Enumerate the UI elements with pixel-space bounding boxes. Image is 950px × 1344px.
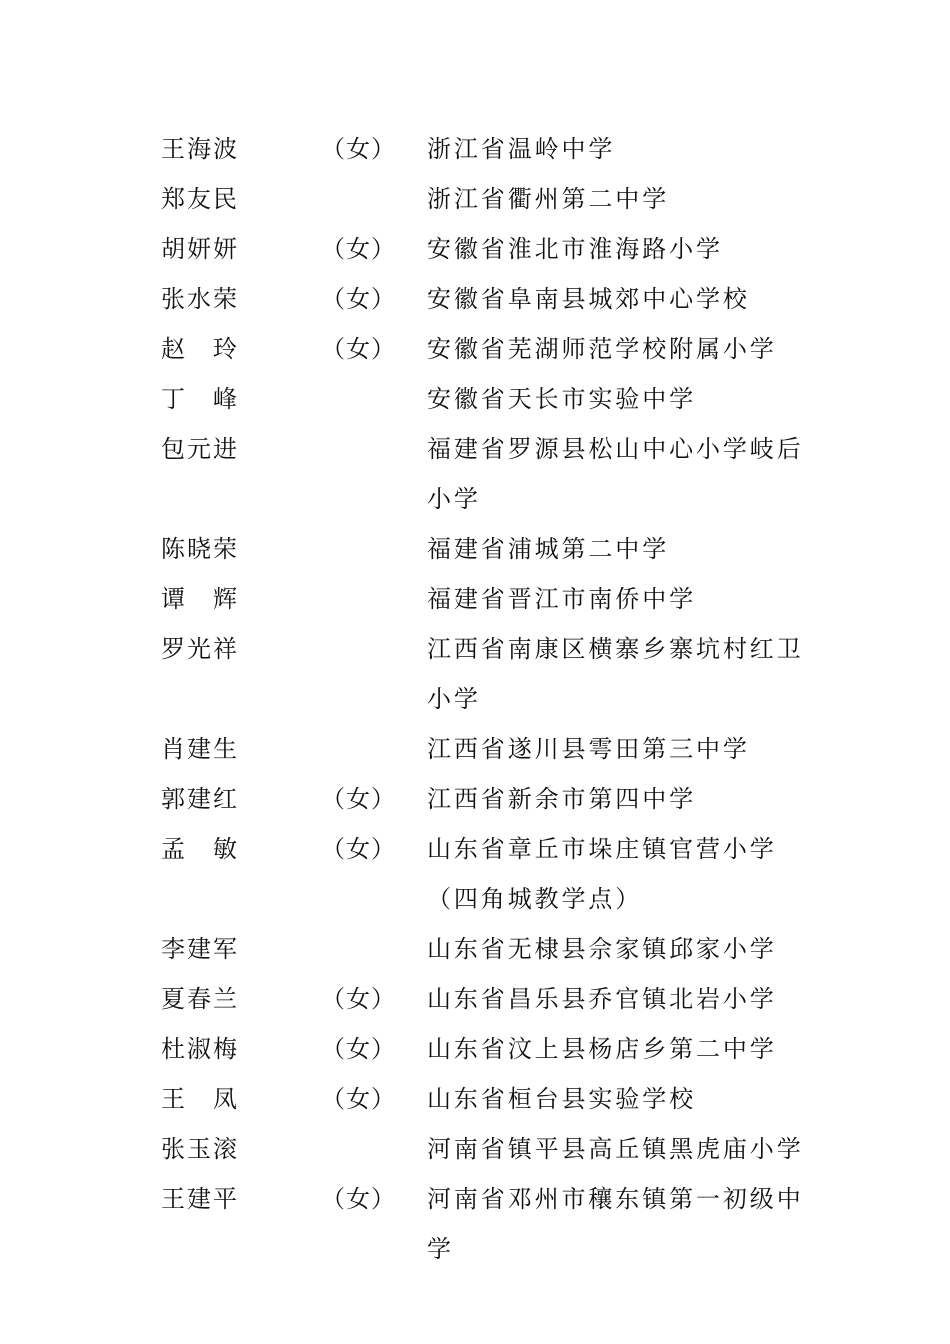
- person-name: 赵 玲: [161, 335, 239, 363]
- honoree-list: [161, 124, 841, 1274]
- list-item: [161, 1174, 841, 1274]
- person-name: 李建军: [161, 935, 239, 963]
- gender-note: （女）: [321, 1085, 396, 1113]
- person-name: 王建平: [161, 1185, 239, 1213]
- gender-note: [321, 624, 427, 674]
- school-name: 河南省镇平县高丘镇黑虎庙小学: [427, 1135, 804, 1163]
- person-name: 丁 峰: [161, 385, 239, 413]
- person-name: 包元进: [161, 435, 239, 463]
- list-item: [161, 1124, 841, 1174]
- school-name: 江西省遂川县雩田第三中学: [427, 735, 750, 763]
- list-item: [161, 524, 841, 574]
- school-name: 安徽省淮北市淮海路小学: [427, 235, 723, 263]
- list-item: [161, 724, 841, 774]
- school-name: 山东省汶上县杨店乡第二中学: [427, 1035, 777, 1063]
- person-name: 张水荣: [161, 285, 239, 313]
- school-name: 福建省罗源县松山中心小学岐后小学: [427, 435, 804, 513]
- person-name: 胡妍妍: [161, 235, 239, 263]
- person-name: 孟 敏: [161, 835, 239, 863]
- list-item: [161, 624, 841, 724]
- list-item: [161, 124, 841, 174]
- school-name: 山东省昌乐县乔官镇北岩小学: [427, 985, 777, 1013]
- gender-note: [321, 424, 427, 474]
- list-item: [161, 824, 841, 924]
- gender-note: （女）: [321, 835, 396, 863]
- gender-note: （女）: [321, 335, 396, 363]
- school-name: 福建省浦城第二中学: [427, 535, 670, 563]
- gender-note: （女）: [321, 285, 396, 313]
- school-name: 山东省无棣县佘家镇邱家小学: [427, 935, 777, 963]
- school-name: 安徽省天长市实验中学: [427, 385, 696, 413]
- person-name: 郭建红: [161, 785, 239, 813]
- school-name: 浙江省衢州第二中学: [427, 185, 670, 213]
- school-name: 河南省邓州市穰东镇第一初级中学: [427, 1185, 804, 1263]
- list-item: [161, 1074, 841, 1124]
- person-name: 陈晓荣: [161, 535, 239, 563]
- list-item: [161, 574, 841, 624]
- list-item: [161, 224, 841, 274]
- school-name: 山东省章丘市垛庄镇官营小学（四角城教学点）: [427, 835, 777, 913]
- list-item: [161, 924, 841, 974]
- school-name: 福建省晋江市南侨中学: [427, 585, 696, 613]
- list-item: [161, 274, 841, 324]
- gender-note: [321, 574, 427, 624]
- list-item: [161, 374, 841, 424]
- gender-note: （女）: [321, 985, 396, 1013]
- school-name: 江西省新余市第四中学: [427, 785, 696, 813]
- list-item: [161, 424, 841, 524]
- gender-note: [321, 524, 427, 574]
- gender-note: [321, 174, 427, 224]
- school-name: 江西省南康区横寨乡寨坑村红卫小学: [427, 635, 804, 713]
- gender-note: [321, 374, 427, 424]
- gender-note: [321, 924, 427, 974]
- school-name: 山东省桓台县实验学校: [427, 1085, 696, 1113]
- person-name: 王海波: [161, 135, 239, 163]
- person-name: 张玉滚: [161, 1135, 239, 1163]
- person-name: 谭 辉: [161, 585, 239, 613]
- person-name: 王 凤: [161, 1085, 239, 1113]
- gender-note: [321, 724, 427, 774]
- list-item: [161, 1024, 841, 1074]
- list-item: [161, 324, 841, 374]
- list-item: [161, 974, 841, 1024]
- list-item: [161, 174, 841, 224]
- gender-note: （女）: [321, 1185, 396, 1213]
- person-name: 郑友民: [161, 185, 239, 213]
- list-item: [161, 774, 841, 824]
- school-name: 安徽省阜南县城郊中心学校: [427, 285, 750, 313]
- school-name: 安徽省芜湖师范学校附属小学: [427, 335, 777, 363]
- person-name: 杜淑梅: [161, 1035, 239, 1063]
- person-name: 夏春兰: [161, 985, 239, 1013]
- gender-note: （女）: [321, 135, 396, 163]
- school-name: 浙江省温岭中学: [427, 135, 616, 163]
- person-name: 肖建生: [161, 735, 239, 763]
- gender-note: （女）: [321, 235, 396, 263]
- gender-note: （女）: [321, 785, 396, 813]
- person-name: 罗光祥: [161, 635, 239, 663]
- gender-note: [321, 1124, 427, 1174]
- gender-note: （女）: [321, 1035, 396, 1063]
